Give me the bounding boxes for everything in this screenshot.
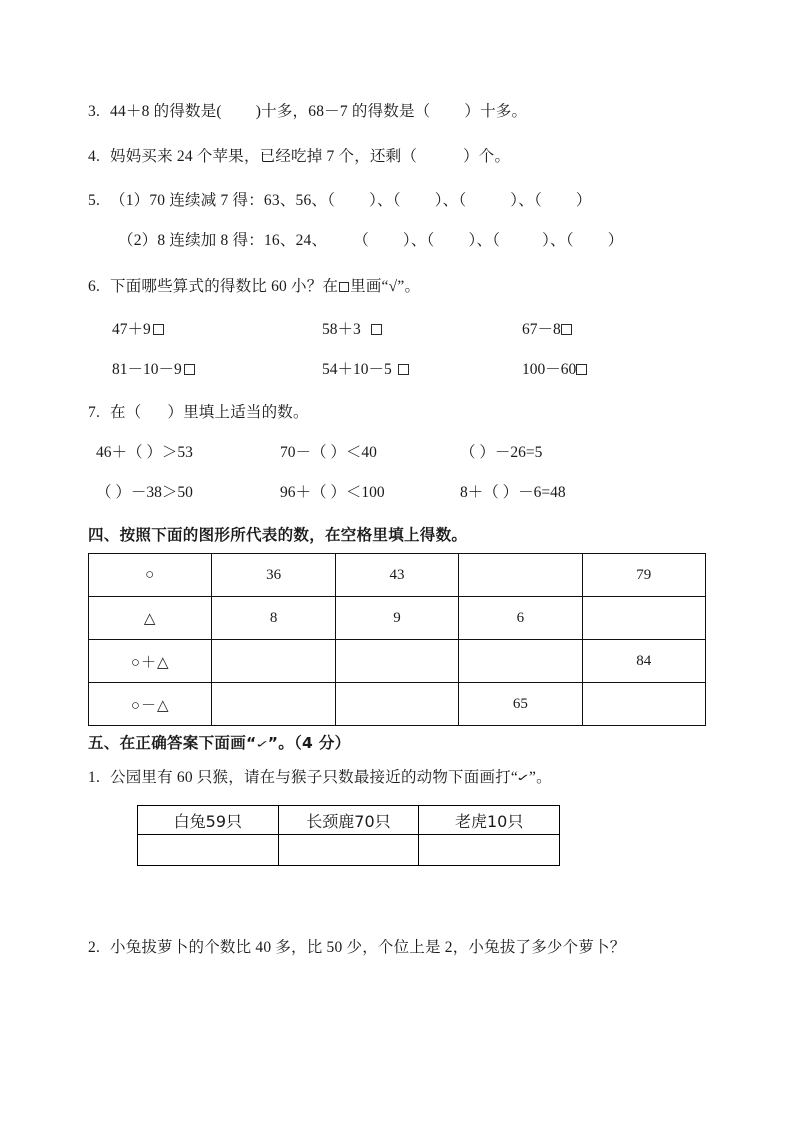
section-5-q2-number: 2. <box>88 939 101 956</box>
table-row <box>89 597 706 640</box>
cell-r2-c2[interactable] <box>459 640 582 683</box>
animal-options-table <box>137 805 560 866</box>
section-5-heading-part-b: ”。（4 分） <box>267 734 351 752</box>
row-label-circle: ○ <box>89 554 212 597</box>
check-mark-icon: ✓ <box>254 738 270 751</box>
question-4 <box>88 147 728 167</box>
section-4-heading: 四、按照下面的图形所代表的数，在空格里填上得数。 <box>88 526 468 544</box>
question-6-expr-4: 81－10－9 <box>112 361 182 378</box>
question-5-line-2-sep-3: ）、（ <box>542 232 574 249</box>
option-giraffe[interactable]: 长颈鹿70只 <box>278 806 419 835</box>
question-4-number: 4. <box>88 148 101 165</box>
question-6-item-4 <box>112 360 322 380</box>
question-7-expr-6[interactable]: 8＋（ ）－6=48 <box>460 484 566 501</box>
question-6-expr-6: 100－60 <box>522 361 577 378</box>
question-3-segment-3: ）十多。 <box>464 103 528 120</box>
checkbox-icon <box>339 282 349 292</box>
question-6-number: 6. <box>88 278 101 295</box>
question-3 <box>88 102 728 122</box>
question-7-prompt-part-a: 在（ <box>110 404 142 421</box>
question-7-expr-3[interactable]: （ ）－26=5 <box>460 444 543 461</box>
question-6-checkbox-6[interactable] <box>576 364 587 375</box>
question-6-expr-5: 54＋10－5 <box>322 361 392 378</box>
question-6-expr-2: 58＋3 <box>322 321 361 338</box>
cell-r0-c2[interactable] <box>459 554 582 597</box>
section-5-question-1 <box>88 768 728 788</box>
cell-r0-c3[interactable]: 79 <box>582 554 705 597</box>
question-7-number: 7. <box>88 404 101 421</box>
question-5-sep-3: ）、（ <box>510 192 542 209</box>
question-6-checkbox-2[interactable] <box>371 324 382 335</box>
question-6-row-1 <box>112 320 732 340</box>
table-row <box>89 640 706 683</box>
question-6-checkbox-4[interactable] <box>184 364 195 375</box>
question-6-item-2 <box>322 320 522 340</box>
section-5-heading-part-a: 五、在正确答案下面画“ <box>88 734 257 752</box>
table-row-answers <box>138 835 560 866</box>
question-5-sep-1: ）、（ <box>369 192 401 209</box>
question-3-segment-1: 44＋8 的得数是( <box>110 103 222 120</box>
cell-r3-c0[interactable] <box>212 683 335 726</box>
question-3-segment-2: )十多，68－7 的得数是（ <box>255 103 431 120</box>
question-7-prompt <box>88 403 728 423</box>
answer-cell-tiger[interactable] <box>419 835 560 866</box>
question-7-expr-5[interactable]: 96＋（ ）＜100 <box>280 484 385 501</box>
section-5-q1-text-a: 公园里有 60 只猴，请在与猴子只数最接近的动物下面画打“ <box>110 769 518 786</box>
option-tiger[interactable]: 老虎10只 <box>419 806 560 835</box>
cell-r3-c3[interactable] <box>582 683 705 726</box>
question-5-sep-2: ）、（ <box>434 192 467 209</box>
cell-r0-c1[interactable]: 43 <box>335 554 458 597</box>
cell-r1-c1[interactable]: 9 <box>335 597 458 640</box>
question-6-expr-3: 67－8 <box>522 321 561 338</box>
question-7-expr-2[interactable]: 70－（ ）＜40 <box>280 444 377 461</box>
question-4-segment-1: 妈妈买来 24 个苹果，已经吃掉 7 个，还剩（ <box>110 148 418 165</box>
question-5-line-2 <box>118 231 758 251</box>
question-5-line-2-open: （ <box>353 232 369 249</box>
question-6-prompt <box>88 277 728 297</box>
cell-r1-c3[interactable] <box>582 597 705 640</box>
cell-r1-c2[interactable]: 6 <box>459 597 582 640</box>
section-5-heading <box>88 733 350 755</box>
question-5-line-2-end: ） <box>607 232 624 249</box>
question-3-number: 3. <box>88 103 101 120</box>
question-6-prompt-part-a: 下面哪些算式的得数比 60 小？在 <box>110 278 339 295</box>
table-row-options <box>138 806 560 835</box>
question-6-prompt-part-c: ”。 <box>397 278 421 295</box>
shapes-values-table <box>88 553 706 726</box>
question-5-line-2-sep-1: ）、（ <box>402 232 435 249</box>
question-6-item-5 <box>322 360 522 380</box>
question-6-item-6 <box>522 360 712 380</box>
question-6-prompt-part-b: 里画“ <box>350 278 389 295</box>
question-7-prompt-part-b: ）里填上适当的数。 <box>167 404 309 421</box>
cell-r0-c0[interactable]: 36 <box>212 554 335 597</box>
check-mark-icon: ✓ <box>515 771 531 784</box>
question-7-expr-4[interactable]: （ ）－38＞50 <box>96 484 193 501</box>
cell-r1-c0[interactable]: 8 <box>212 597 335 640</box>
question-5-line-2-lead: （2）8 连续加 8 得：16、24、 <box>118 232 328 249</box>
row-label-triangle: △ <box>89 597 212 640</box>
question-5-line-2-sep-2: ）、（ <box>468 232 501 249</box>
table-row <box>89 554 706 597</box>
cell-r3-c2[interactable]: 65 <box>459 683 582 726</box>
check-glyph-icon: √ <box>388 278 398 295</box>
question-5-line-1 <box>88 191 728 211</box>
table-row <box>89 683 706 726</box>
question-7-row-1 <box>96 443 716 463</box>
question-6-checkbox-5[interactable] <box>398 364 409 375</box>
question-5-number: 5. <box>88 192 101 209</box>
answer-cell-giraffe[interactable] <box>278 835 419 866</box>
row-label-circle-plus-triangle: ○＋△ <box>89 640 212 683</box>
question-7-expr-1[interactable]: 46＋（ ）＞53 <box>96 444 193 461</box>
question-4-segment-2: ）个。 <box>463 148 511 165</box>
question-6-checkbox-1[interactable] <box>153 324 164 335</box>
row-label-circle-minus-triangle: ○－△ <box>89 683 212 726</box>
question-6-row-2 <box>112 360 732 380</box>
question-6-checkbox-3[interactable] <box>561 324 572 335</box>
question-5-line-1-lead: （1）70 连续减 7 得：63、56、（ <box>110 192 336 209</box>
section-5-question-2 <box>88 938 728 958</box>
question-6-item-1 <box>112 320 322 340</box>
section-5-q1-text-b: ”。 <box>529 769 552 786</box>
question-6-item-3 <box>522 320 712 340</box>
option-rabbit[interactable]: 白兔59只 <box>138 806 279 835</box>
question-6-expr-1: 47＋9 <box>112 321 151 338</box>
cell-r2-c1[interactable] <box>335 640 458 683</box>
cell-r2-c0[interactable] <box>212 640 335 683</box>
cell-r3-c1[interactable] <box>335 683 458 726</box>
answer-cell-rabbit[interactable] <box>138 835 279 866</box>
section-5-q1-number: 1. <box>88 769 101 786</box>
question-5-end-1: ） <box>575 192 592 209</box>
cell-r2-c3[interactable]: 84 <box>582 640 705 683</box>
question-7-row-2 <box>96 483 716 503</box>
section-5-q2-text: 小兔拔萝卜的个数比 40 多，比 50 少，个位上是 2，小兔拔了多少个萝卜？ <box>110 939 626 956</box>
